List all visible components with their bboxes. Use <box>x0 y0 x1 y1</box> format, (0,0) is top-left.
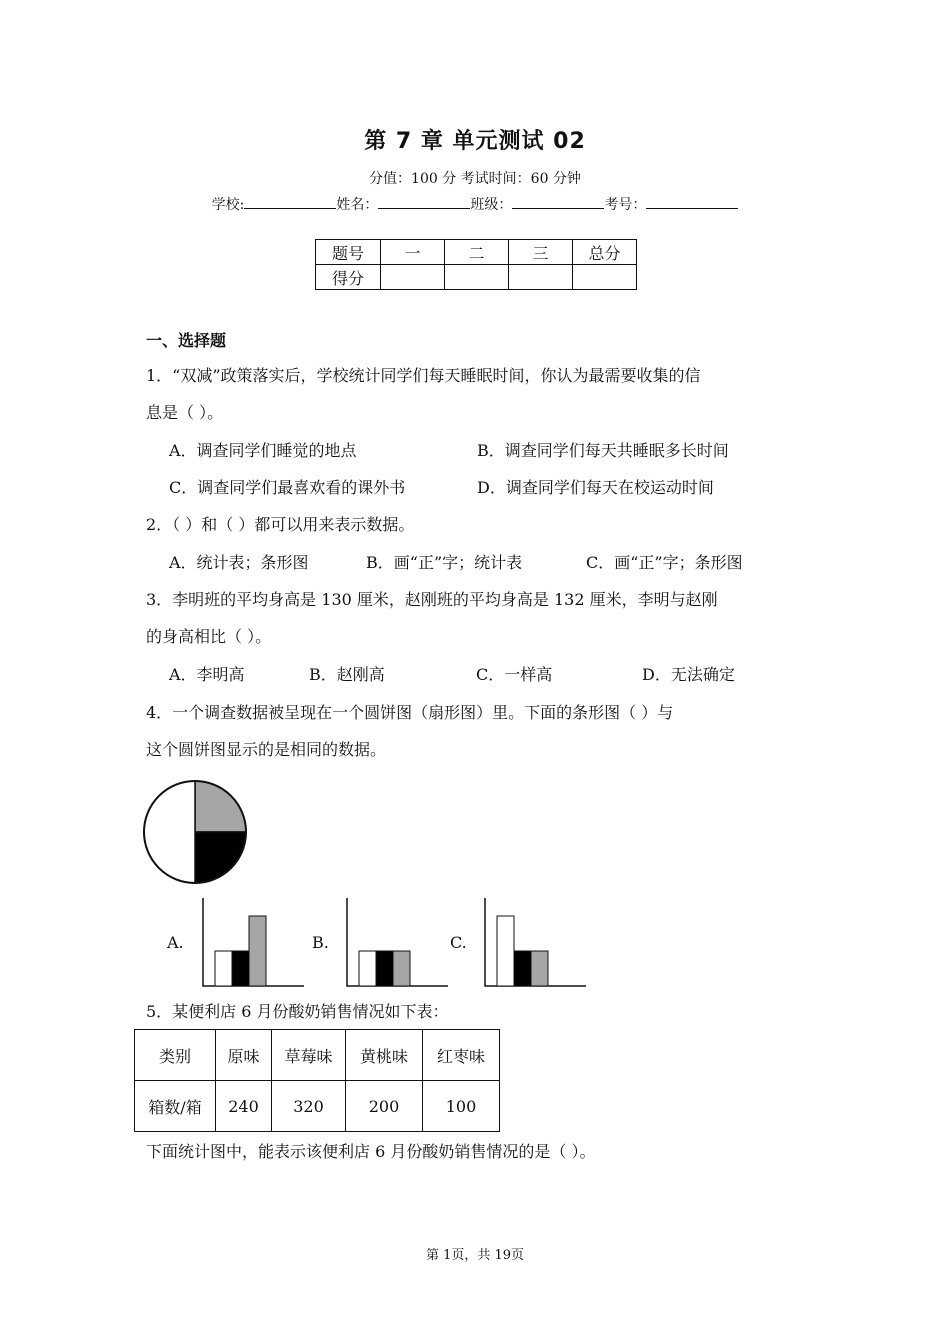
pie-chart <box>140 778 250 886</box>
bar-chart-b-marks <box>347 898 448 986</box>
yogurt-header-cell: 红枣味 <box>423 1030 500 1081</box>
pie-slice-white <box>144 781 195 883</box>
yogurt-cell: 箱数/箱 <box>135 1081 216 1132</box>
bar-black <box>232 951 249 986</box>
score-cell[interactable] <box>381 265 445 290</box>
q4-stem-line2: 这个圆饼图显示的是相同的数据。 <box>146 740 387 759</box>
q1-option-b[interactable]: B．调查同学们每天共睡眠多长时间 <box>477 441 729 460</box>
school-field[interactable] <box>244 194 336 209</box>
q4-option-c-label[interactable]: C. <box>450 933 467 952</box>
student-info-line <box>0 194 950 214</box>
score-header-cell: 题号 <box>316 240 381 265</box>
q2-option-a[interactable]: A．统计表；条形图 <box>169 553 309 572</box>
bar-chart-a-marks <box>203 898 304 986</box>
bar-gray <box>249 916 266 986</box>
q3-option-b[interactable]: B．赵刚高 <box>309 665 385 684</box>
bar-chart-b[interactable] <box>344 896 450 988</box>
bar-white <box>215 951 232 986</box>
yogurt-sales-table <box>134 1029 500 1132</box>
score-cell[interactable] <box>445 265 509 290</box>
yogurt-header-row <box>135 1030 500 1081</box>
score-header-cell: 三 <box>509 240 573 265</box>
class-field[interactable] <box>512 194 604 209</box>
yogurt-cell: 200 <box>346 1081 423 1132</box>
score-table <box>315 239 637 290</box>
yogurt-header-cell: 类别 <box>135 1030 216 1081</box>
q2-option-c[interactable]: C．画“正”字；条形图 <box>586 553 743 572</box>
q5-question-line: 下面统计图中，能表示该便利店 6 月份酸奶销售情况的是（ ）。 <box>146 1142 596 1161</box>
q4-option-a-label[interactable]: A. <box>167 933 184 952</box>
class-label: 班级： <box>470 197 513 213</box>
yogurt-header-cell: 原味 <box>216 1030 272 1081</box>
number-label: 考号： <box>604 197 647 213</box>
bar-black <box>376 951 393 986</box>
bar-white <box>497 916 514 986</box>
q3-option-a[interactable]: A．李明高 <box>169 665 245 684</box>
q1-option-d[interactable]: D．调查同学们每天在校运动时间 <box>477 478 714 497</box>
section-heading: 一、选择题 <box>146 331 227 350</box>
bar-gray <box>393 951 410 986</box>
score-value-row <box>316 265 637 290</box>
q4-stem-line1: 4．一个调查数据被呈现在一个圆饼图（扇形图）里。下面的条形图（ ）与 <box>146 703 674 722</box>
bar-gray <box>531 951 548 986</box>
score-header-cell: 总分 <box>573 240 637 265</box>
page-title: 第 7 章 单元测试 02 <box>364 129 586 154</box>
q3-stem-line2: 的身高相比（ ）。 <box>146 627 272 646</box>
q3-option-c[interactable]: C．一样高 <box>476 665 553 684</box>
yogurt-cell: 100 <box>423 1081 500 1132</box>
q1-option-c[interactable]: C．调查同学们最喜欢看的课外书 <box>169 478 406 497</box>
score-cell[interactable] <box>573 265 637 290</box>
school-label: 学校: <box>211 197 245 213</box>
q2-stem: 2．（ ）和（ ）都可以用来表示数据。 <box>146 515 415 534</box>
yogurt-cell: 240 <box>216 1081 272 1132</box>
exam-meta: 分值：100 分 考试时间：60 分钟 <box>369 171 581 187</box>
q2-option-b[interactable]: B．画“正”字；统计表 <box>366 553 523 572</box>
bar-chart-c[interactable] <box>482 896 588 988</box>
bar-white <box>359 951 376 986</box>
q4-option-b-label[interactable]: B. <box>312 933 329 952</box>
yogurt-header-cell: 黄桃味 <box>346 1030 423 1081</box>
number-field[interactable] <box>646 194 738 209</box>
score-cell[interactable] <box>509 265 573 290</box>
bar-chart-c-marks <box>485 898 586 986</box>
score-header-cell: 二 <box>445 240 509 265</box>
q3-stem-line1: 3．李明班的平均身高是 130 厘米，赵刚班的平均身高是 132 厘米，李明与赵刚 <box>146 590 718 609</box>
name-field[interactable] <box>378 194 470 209</box>
q1-stem-line1: 1．“双减”政策落实后，学校统计同学们每天睡眠时间，你认为最需要收集的信 <box>146 366 701 385</box>
yogurt-cell: 320 <box>272 1081 346 1132</box>
q3-option-d[interactable]: D．无法确定 <box>642 665 735 684</box>
q1-option-a[interactable]: A．调查同学们睡觉的地点 <box>169 441 357 460</box>
score-header-cell: 一 <box>381 240 445 265</box>
bar-black <box>514 951 531 986</box>
yogurt-value-row <box>135 1081 500 1132</box>
score-row-label: 得分 <box>316 265 381 290</box>
yogurt-header-cell: 草莓味 <box>272 1030 346 1081</box>
name-label: 姓名： <box>336 197 379 213</box>
page-footer: 第 1页，共 19页 <box>425 1248 525 1263</box>
q1-stem-line2: 息是（ ）。 <box>146 403 224 422</box>
q5-stem: 5．某便利店 6 月份酸奶销售情况如下表： <box>146 1002 449 1021</box>
bar-chart-a[interactable] <box>200 896 306 988</box>
score-header-row <box>316 240 637 265</box>
pie-slices <box>144 781 246 883</box>
